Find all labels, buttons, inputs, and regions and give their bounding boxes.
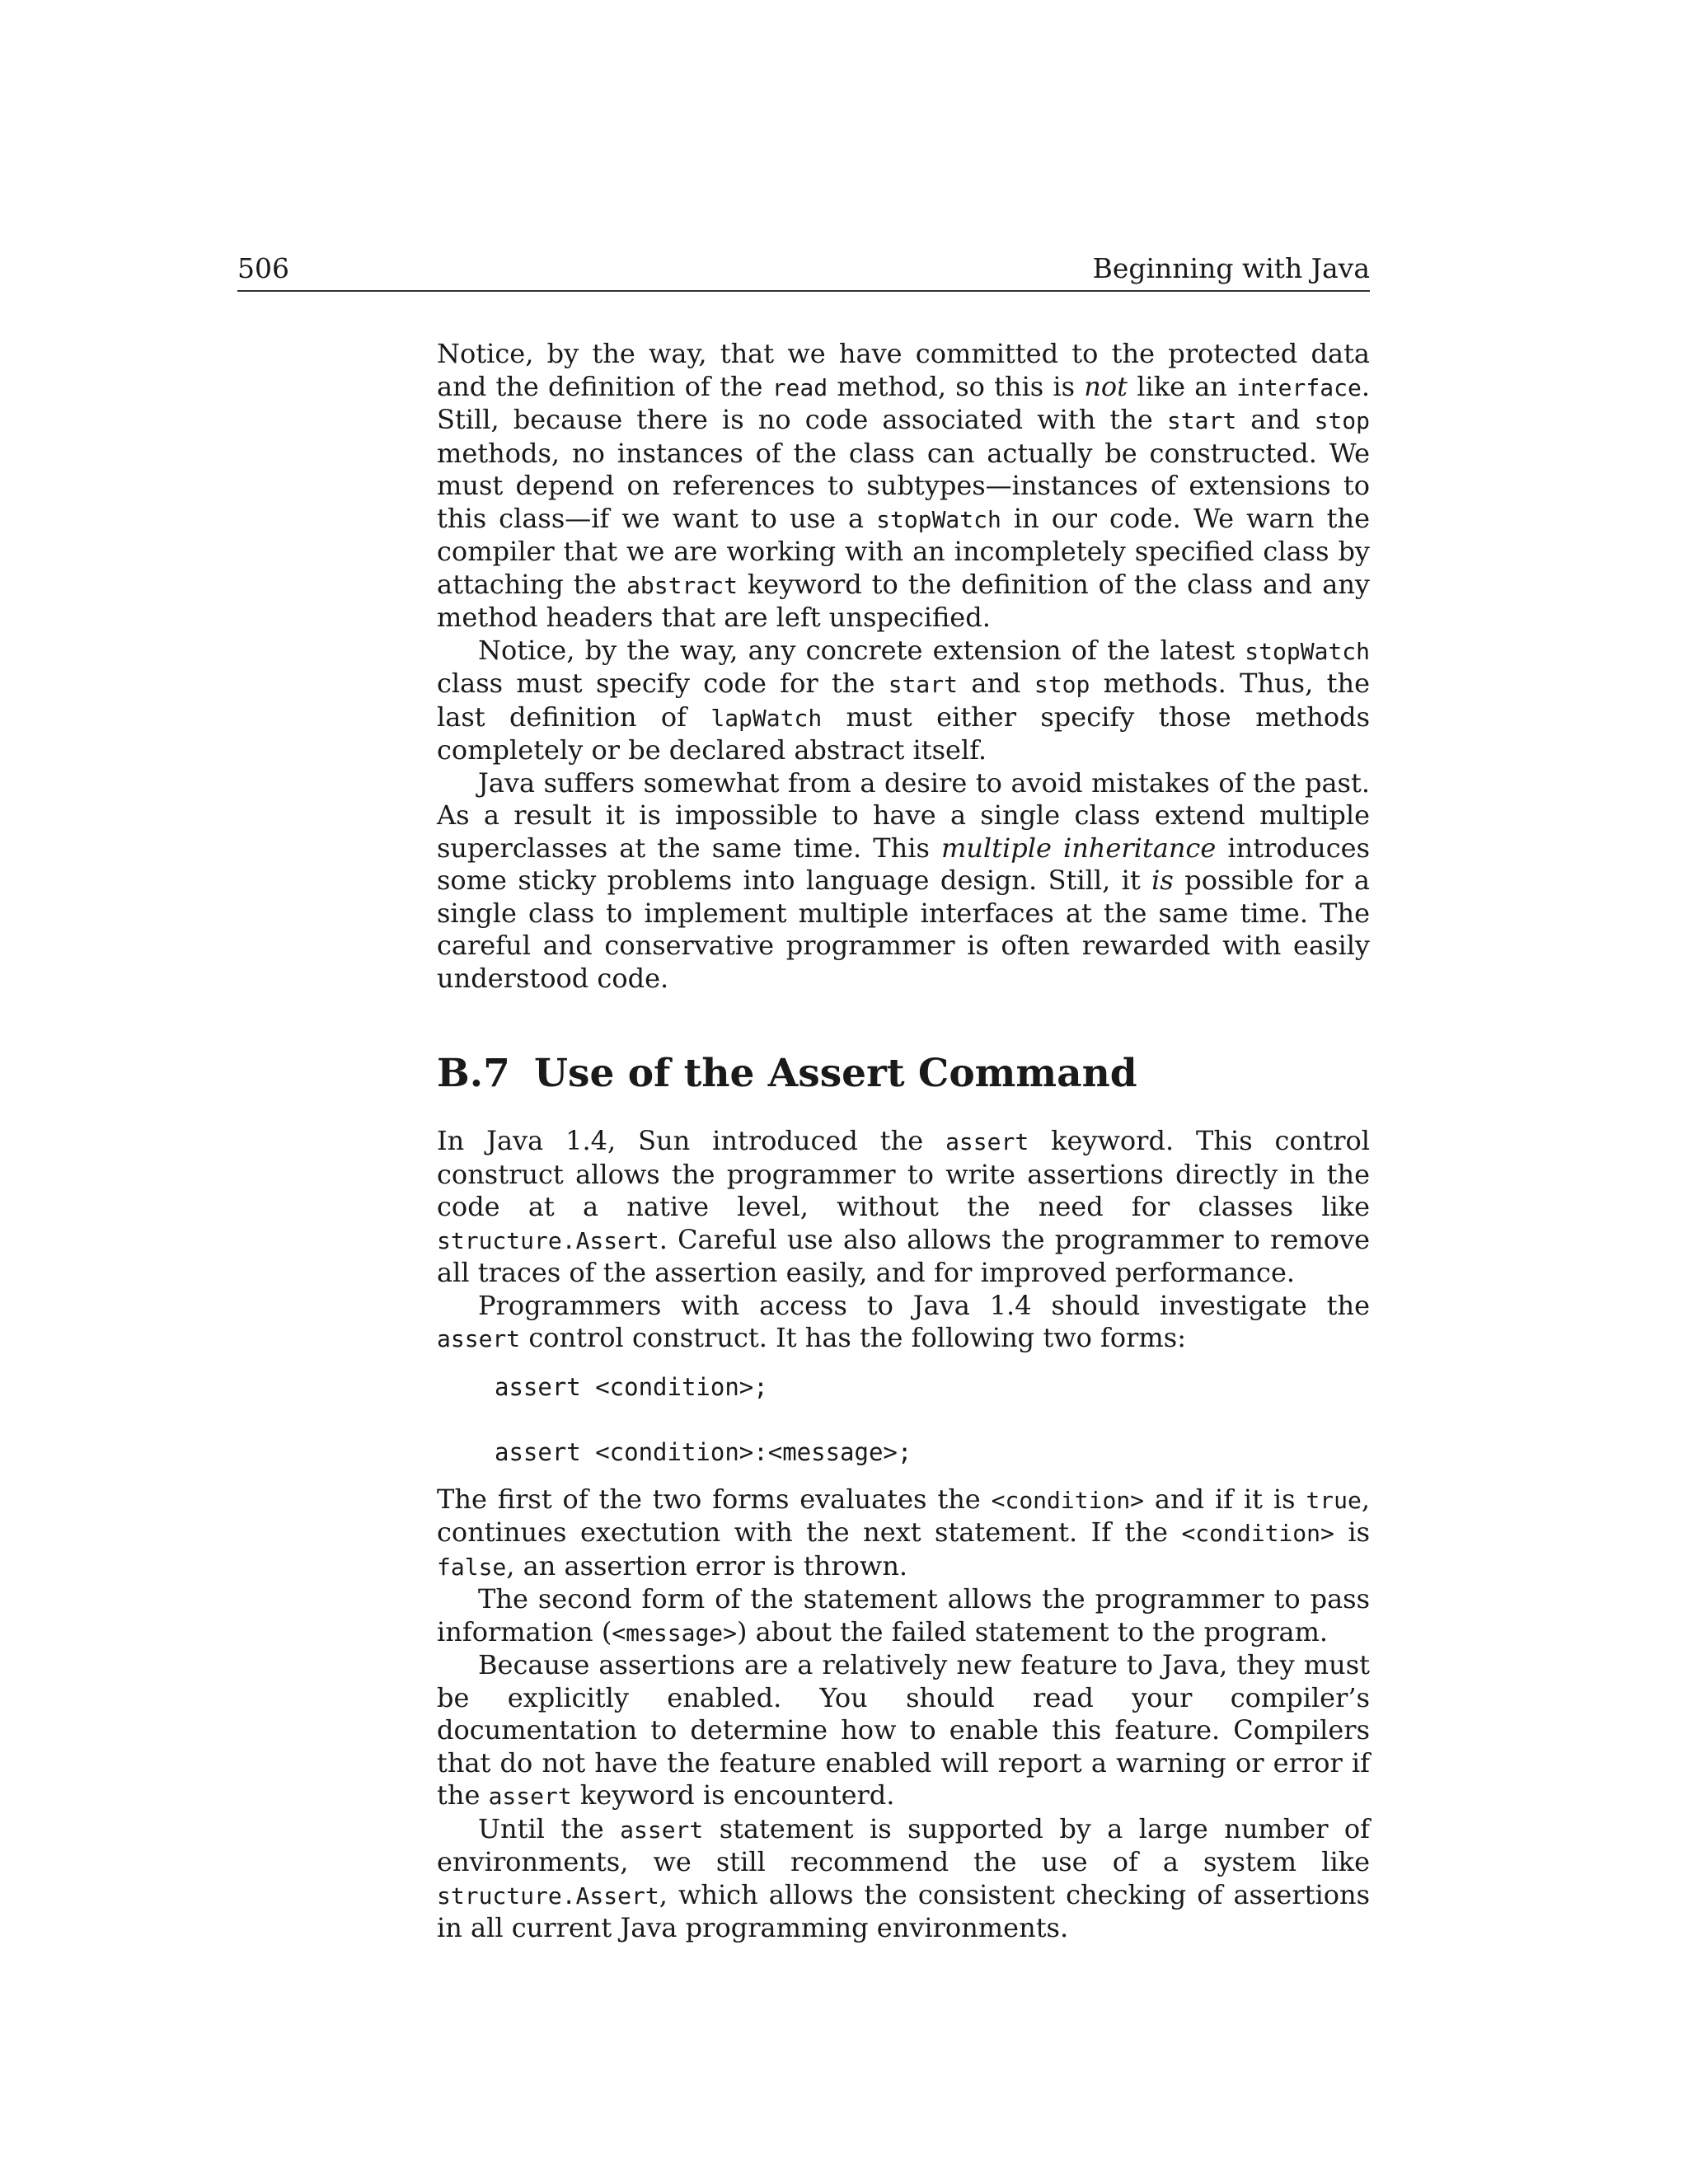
section-title: Use of the Assert Command <box>534 1051 1137 1096</box>
paragraph: The second form of the statement allows the programmer to pass information (<message>) about the failed statement to the program. <box>437 1583 1370 1647</box>
inline-code: stop <box>1314 407 1371 434</box>
inline-code: stop <box>1034 671 1090 698</box>
inline-code: <condition> <box>991 1486 1145 1514</box>
running-title: Beginning with Java <box>1092 252 1370 284</box>
inline-code: true <box>1306 1486 1362 1514</box>
paragraph: Notice, by the way, that we have committed to the protected data and the definition of the read method, so this is not like an interface. Still, because there is no code associated with the start and stop methods, no instances of the class can actually be constructed. We must depend on references to subtypes—instances of extensions to this class—if we want to use a stopWatch in our code. We warn the compiler that we are working with an incompletely specified class by attaching the abstract keyword to the definition of the class and any method headers that are left unspecified. <box>437 338 1371 633</box>
inline-code: abstract <box>626 571 738 599</box>
inline-code: assert <box>437 1325 521 1352</box>
inline-code: assert <box>945 1128 1029 1155</box>
code-line: assert <condition>; <box>495 1372 768 1401</box>
inline-code: structure.Assert <box>437 1226 659 1254</box>
paragraph: The first of the two forms evaluates the <condition> and if it is true, continues exectution with the next statement. If the <condition> is false, an assertion error is thrown. <box>437 1483 1371 1582</box>
inline-code: <message> <box>612 1619 738 1647</box>
inline-code: assert <box>488 1783 572 1810</box>
page-body <box>437 338 1370 1945</box>
code-line: assert <condition>:<message>; <box>495 1437 912 1466</box>
inline-code: false <box>437 1553 507 1581</box>
inline-code: <condition> <box>1181 1520 1334 1547</box>
inline-code: read <box>771 373 828 401</box>
inline-code: stopWatch <box>876 505 1001 533</box>
emphasis: not <box>1084 370 1128 402</box>
paragraph: Programmers with access to Java 1.4 should investigate the assert control construct. It has the following two forms: <box>437 1289 1370 1353</box>
inline-code: structure.Assert <box>437 1882 659 1910</box>
inline-code: lapWatch <box>710 704 823 732</box>
inline-code: start <box>1166 407 1237 434</box>
paragraph: In Java 1.4, Sun introduced the assert keyword. This control construct allows the programmer to write assertions directly in the code at a native level, without the need for classes like structure.Assert. Careful use also allows the programmer to remove all traces of the assertion easily, and for improved performance. <box>437 1125 1371 1288</box>
section-number: B.7 <box>437 1051 510 1096</box>
emphasis: multiple inheritance <box>940 832 1217 864</box>
page-number: 506 <box>237 252 289 284</box>
inline-code: start <box>888 671 959 698</box>
code-block <box>495 1371 1370 1469</box>
inline-code: stopWatch <box>1245 637 1370 665</box>
emphasis: is <box>1151 865 1174 896</box>
section-heading <box>437 1051 1370 1097</box>
inline-code: interface <box>1236 373 1362 401</box>
paragraph: Until the assert statement is supported by a large number of environments, we still recommend the use of a system like structure.Assert, which allows the consistent checking of assertions in all current Java programming environments. <box>437 1812 1370 1943</box>
paragraph: Notice, by the way, any concrete extension of the latest stopWatch class must specify code for the start and stop methods. Thus, the last definition of lapWatch must either specify those methods completely or be declared abstract itself. <box>437 634 1371 766</box>
paragraph: Because assertions are a relatively new feature to Java, they must be explicitly enabled. You should read your compiler’s documentation to determine how to enable this feature. Compilers that do not have the feature enabled will report a warning or error if the assert keyword is encounterd. <box>437 1649 1370 1811</box>
paragraph: Java suffers somewhat from a desire to avoid mistakes of the past. As a result it is impossible to have a single class extend multiple superclasses at the same time. This multiple inheritance introduces some sticky problems into language design. Still, it is possible for a single class to implement multiple interfaces at the same time. The careful and conservative programmer is often rewarded with easily understood code. <box>437 766 1371 994</box>
inline-code: assert <box>620 1816 704 1844</box>
page-header <box>237 251 1370 292</box>
